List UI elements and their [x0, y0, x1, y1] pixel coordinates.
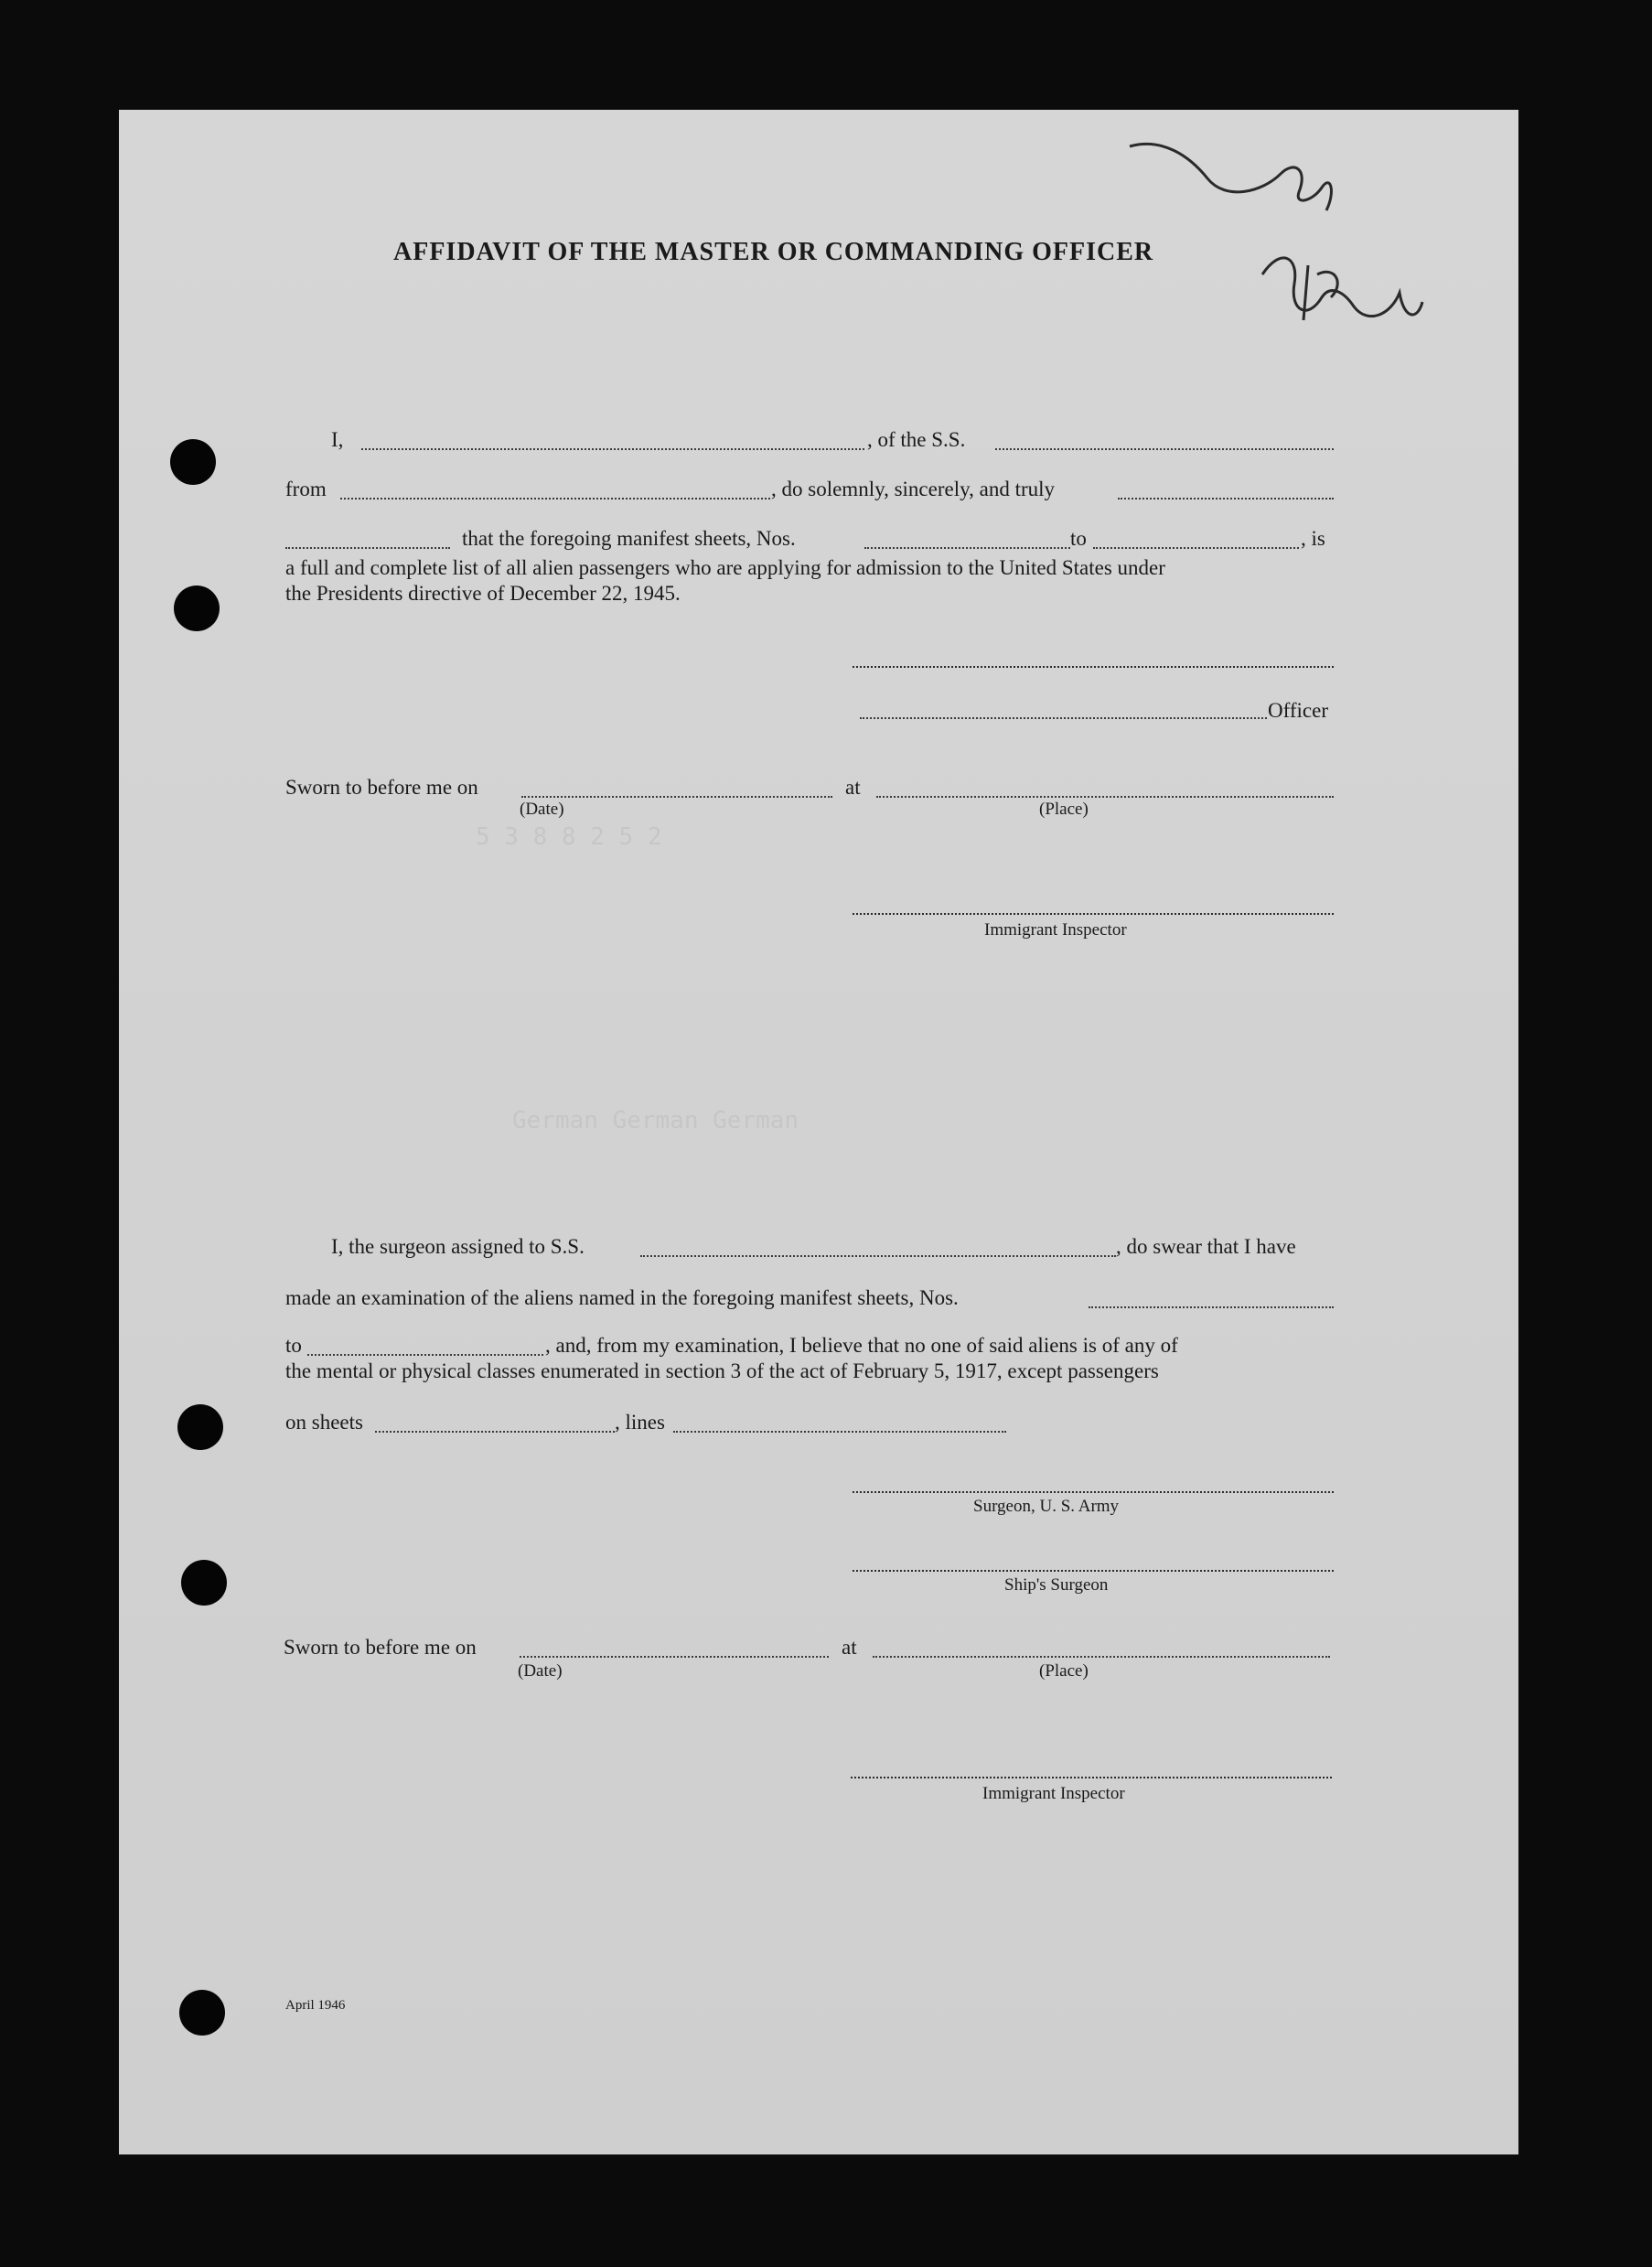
form-sheet [119, 110, 1518, 2154]
surgeon-date-caption: (Date) [518, 1661, 563, 1681]
of-ss-label: , of the S.S. [867, 428, 966, 451]
master-inspector-line[interactable] [853, 913, 1334, 915]
surgeon-line1b: , do swear that I have [1116, 1235, 1296, 1258]
master-place-field[interactable] [876, 796, 1334, 798]
master-place-caption: (Place) [1039, 800, 1089, 819]
surgeon-at-label: at [842, 1636, 857, 1659]
form-date-footer: April 1946 [285, 1998, 346, 2013]
handwritten-mark [1125, 137, 1427, 348]
officer-signature-line[interactable] [860, 717, 1267, 719]
punch-hole [179, 1990, 225, 2036]
army-surgeon-line[interactable] [853, 1491, 1334, 1493]
to-label: to [1070, 527, 1087, 550]
solemnly-text: , do solemnly, sincerely, and truly [771, 478, 1056, 500]
surgeon-place-field[interactable] [873, 1656, 1330, 1658]
from-label: from [285, 478, 327, 500]
lines-field[interactable] [673, 1431, 1006, 1433]
directive-text: the Presidents directive of December 22, 1945. [285, 582, 681, 605]
oath-field[interactable] [285, 547, 450, 549]
punch-hole [177, 1404, 223, 1450]
officer-label: Officer [1268, 699, 1328, 722]
surgeon-sworn-text: Sworn to before me on [284, 1636, 477, 1659]
surgeon-inspector-line[interactable] [851, 1777, 1332, 1778]
master-name-field[interactable] [361, 448, 864, 450]
ship-surgeon-caption: Ship's Surgeon [1004, 1575, 1109, 1595]
surgeon-sheet-to-field[interactable] [307, 1354, 543, 1356]
surgeon-sheet-from-field[interactable] [1089, 1306, 1334, 1308]
surgeon-ship-field[interactable] [640, 1255, 1116, 1257]
from-port-field[interactable] [340, 498, 770, 500]
is-text: , is [1301, 527, 1325, 550]
master-inspector-caption: Immigrant Inspector [984, 920, 1127, 940]
master-at-label: at [845, 776, 861, 799]
master-date-caption: (Date) [520, 800, 564, 819]
surgeon-line4: the mental or physical classes enumerated in section 3 of the act of February 5, 1917, except passengers [285, 1359, 1159, 1382]
sheets-field[interactable] [375, 1431, 615, 1433]
sheet-from-field[interactable] [864, 547, 1070, 549]
surgeon-place-caption: (Place) [1039, 1661, 1089, 1681]
master-sworn-text: Sworn to before me on [285, 776, 478, 799]
punch-hole [174, 586, 220, 631]
swear-field[interactable] [1118, 498, 1334, 500]
surgeon-date-field[interactable] [520, 1656, 829, 1658]
ship-name-field[interactable] [995, 448, 1334, 450]
complete-list-text: a full and complete list of all alien passengers who are applying for admission to the United States under [285, 556, 1165, 579]
master-signature-line[interactable] [853, 666, 1334, 668]
punch-hole [170, 439, 216, 485]
lines-label: , lines [615, 1411, 665, 1434]
surgeon-line2: made an examination of the aliens named in the foregoing manifest sheets, Nos. [285, 1286, 959, 1309]
form-title: AFFIDAVIT OF THE MASTER OR COMMANDING OFFICER [393, 238, 1154, 266]
surgeon-line1a: I, the surgeon assigned to S.S. [331, 1235, 585, 1258]
sheets-label: on sheets [285, 1411, 363, 1434]
surgeon-inspector-caption: Immigrant Inspector [982, 1784, 1125, 1803]
foregoing-text: that the foregoing manifest sheets, Nos. [462, 527, 796, 550]
master-i-label: I, [331, 428, 344, 451]
punch-hole [181, 1560, 227, 1606]
surgeon-to-label: to [285, 1334, 302, 1357]
surgeon-line3: , and, from my examination, I believe that no one of said aliens is of any of [545, 1334, 1178, 1357]
army-surgeon-caption: Surgeon, U. S. Army [973, 1497, 1120, 1516]
sheet-to-field[interactable] [1093, 547, 1299, 549]
ship-surgeon-line[interactable] [853, 1570, 1334, 1572]
master-date-field[interactable] [521, 796, 832, 798]
